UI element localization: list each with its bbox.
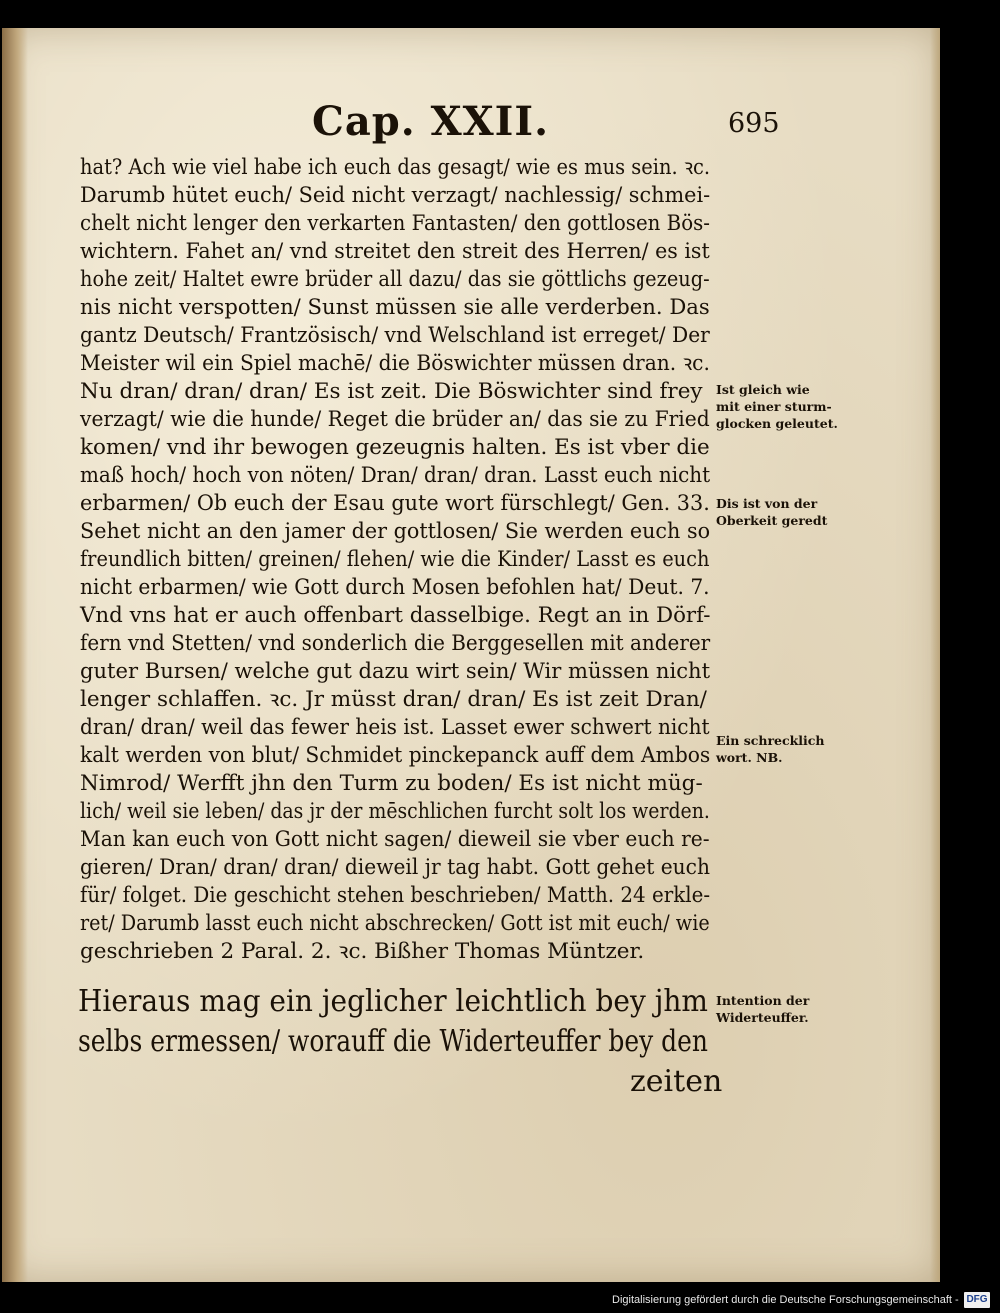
body-line: hohe zeit/ Haltet ewre brüder all dazu/ das sie göttlichs gezeug- [80,267,710,292]
body-line: Meister wil ein Spiel machē/ die Böswichter müssen dran. ꝛc. [80,351,710,376]
body-line: verzagt/ wie die hunde/ Reget die brüder an/ das sie zu Fried [80,407,710,432]
body-line: lenger schlaffen. ꝛc. Jr müsst dran/ dran/ Es ist zeit Dran/ [80,687,707,712]
body-line: gantz Deutsch/ Frantzösisch/ vnd Welschland ist erreget/ Der [80,323,710,348]
chapter-heading: Cap. XXII. [312,98,549,145]
body-line: geschrieben 2 Paral. 2. ꝛc. Bißher Thomas Müntzer. [80,939,645,964]
body-line: erbarmen/ Ob euch der Esau gute wort fürschlegt/ Gen. 33. [80,491,710,516]
marginal-note-line: Ein schrecklich [716,733,825,748]
marginal-note-line: Widerteuffer. [716,1010,809,1025]
body-line: gieren/ Dran/ dran/ dran/ dieweil jr tag habt. Gott gehet euch [80,855,710,880]
marginal-note [716,381,838,432]
digitization-credit: Digitalisierung gefördert durch die Deutsche Forschungsgemeinschaft - [612,1294,959,1306]
body-line: nis nicht verspotten/ Sunst müssen sie alle verderben. Das [80,295,710,320]
marginal-note-line: Dis ist von der [716,496,818,511]
body-line: freundlich bitten/ greinen/ flehen/ wie die Kinder/ Lasst es euch [80,547,710,572]
page-number: 695 [728,108,780,139]
body-line: Nimrod/ Werfft jhn den Turm zu boden/ Es ist nicht müg- [80,771,703,796]
body-line: für/ folget. Die geschicht stehen beschrieben/ Matth. 24 erkle- [80,883,711,908]
body-line: guter Bursen/ welche gut dazu wirt sein/ Wir müssen nicht [80,659,711,684]
body-line: Nu dran/ dran/ dran/ Es ist zeit. Die Böswichter sind frey [80,379,703,404]
page-edge-shadow [930,28,940,1282]
body-line: dran/ dran/ weil das fewer heis ist. Lasset ewer schwert nicht [80,715,710,740]
body-line: komen/ vnd ihr bewogen gezeugnis halten. Es ist vber die [80,435,710,460]
page-spine-shadow [2,28,28,1282]
body-line: Darumb hütet euch/ Seid nicht verzagt/ nachlessig/ schmei- [80,183,711,208]
catchword: zeiten [630,1064,723,1099]
body-line: lich/ weil sie leben/ das jr der mēschlichen furcht solt los werden. [80,799,710,824]
dfg-logo: DFG [964,1292,990,1308]
closing-line: Hieraus mag ein jeglicher leichtlich bey jhm [78,984,708,1019]
marginal-note [716,992,809,1026]
marginal-note-line: mit einer sturm- [716,399,832,414]
body-line: Man kan euch von Gott nicht sagen/ dieweil sie vber euch re- [80,827,710,852]
body-line: wichtern. Fahet an/ vnd streitet den streit des Herren/ es ist [80,239,710,264]
body-line: ret/ Darumb lasst euch nicht abschrecken/ Gott ist mit euch/ wie [80,911,710,936]
marginal-note-line: wort. NB. [716,750,783,765]
body-line: Vnd vns hat er auch offenbart dasselbige. Regt an in Dörf- [80,603,711,628]
marginal-note-line: Oberkeit geredt [716,513,828,528]
body-line: maß hoch/ hoch von nöten/ Dran/ dran/ dran. Lasst euch nicht [80,463,711,488]
body-line: nicht erbarmen/ wie Gott durch Mosen befohlen hat/ Deut. 7. [80,575,710,600]
marginal-note-line: Ist gleich wie [716,382,810,397]
body-line: fern vnd Stetten/ vnd sonderlich die Berggesellen mit anderer [80,631,711,656]
body-line: Sehet nicht an den jamer der gottlosen/ Sie werden euch so [80,519,711,544]
marginal-note-line: glocken geleutet. [716,416,838,431]
body-line: kalt werden von blut/ Schmidet pinckepanck auff dem Ambos [80,743,711,768]
closing-line: selbs ermessen/ worauff die Widerteuffer bey den [78,1024,708,1059]
body-line: hat? Ach wie viel habe ich euch das gesagt/ wie es mus sein. ꝛc. [80,155,711,180]
marginal-note [716,495,827,529]
body-line: chelt nicht lenger den verkarten Fantasten/ den gottlosen Bös- [80,211,710,236]
marginal-note-line: Intention der [716,993,810,1008]
marginal-note [716,732,824,766]
